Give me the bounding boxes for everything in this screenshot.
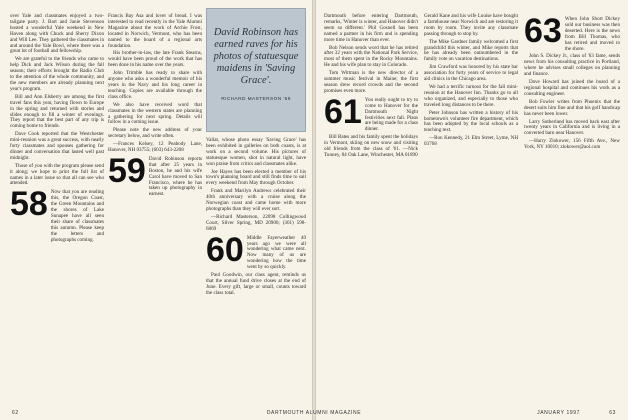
paragraph: Tom Wittman is the new director of a summer music festival in Maine; the first season drew record crowds and the second promises even more.	[324, 70, 418, 94]
class-year-section-59	[108, 151, 202, 198]
class-year-lead: When John Short Dickey sold our business was then deserted. Here is the news from Bill Thomas, who has retired and moved to the shore.	[564, 16, 620, 52]
pull-quote-text: David Robinson has earned raves for his photos of statuesque maidens in 'Saving Grace'.	[213, 27, 299, 86]
class-year-number: 60	[206, 230, 244, 269]
paragraph: John S. Dickey Jr., class of '63 fame, sends news from his consulting practice in Portland, where he advises small colleges on planning and finance.	[524, 53, 620, 78]
class-notes-column-1	[10, 14, 104, 246]
paragraph: We had a terrific turnout for the fall mini-reunion at the Hanover Inn. Thanks go to all who organized, and especially to those who traveled long distances to be there.	[424, 83, 518, 108]
class-year-number: 59	[108, 151, 146, 190]
paragraph: Jim Crawford was honored by his state bar association for forty years of service to legal aid clinics in the Chicago area.	[424, 64, 518, 83]
right-page	[316, 0, 628, 420]
issue-date: JANUARY 1997	[537, 410, 580, 416]
paragraph: Bill and Ann Elsberry are among the first travel fans this year, having flown to Europe in the spring and returned with stories and slides enough to fill a winter of evenings. They report that the best part of any trip is coming home to friends.	[10, 93, 104, 130]
class-notes-column-6	[524, 14, 620, 153]
magazine-name: DARTMOUTH ALUMNI MAGAZINE	[266, 410, 362, 416]
paragraph: Dave Cook reported that the Westchester mini-reunion was a great success, with nearly forty classmates and spouses gathering for dinner and conversation that lasted well past midnight.	[10, 131, 104, 161]
pull-quote-attribution: RICHARD MASTERSON '59	[221, 97, 291, 102]
class-year-section-58	[10, 185, 104, 243]
paragraph: Those of you with the program please send it along; we hope to print the full list of names in a later issue so that all can see who attended.	[10, 162, 104, 187]
class-year-section-60	[206, 230, 306, 271]
secretary-address: —Richard Masterson, 22098 Collingwood Court, Silver Spring, MD 20906; (301) 598-6869	[206, 213, 306, 232]
pull-quote-box	[206, 8, 306, 132]
class-year-lead: Middle Fayerweather 40 years ago we were all wondering what came next. Now many of us are wondering how the time went by so quickly.	[246, 234, 306, 271]
paragraph: Paul Goodwin, our class agent, reminds us that the annual fund drive closes at the end of June. Every gift, large or small, counts toward the class total.	[206, 272, 306, 296]
paragraph: Frank and Marilyn Andrews celebrated their 40th anniversary with a cruise along the Norwegian coast and came home with more photographs than they will ever sort.	[206, 188, 306, 212]
paragraph: Please note the new address of your secretary below, and write often.	[108, 127, 202, 140]
class-year-section-61	[324, 92, 418, 133]
class-year-number: 61	[324, 92, 362, 131]
paragraph: Bob Fowler writes from Phoenix that the desert suits him fine and that his golf handicap has never been lower.	[524, 98, 620, 117]
paragraph: His brother-in-law, the late Frank Stearns, would have been proud of the work that has been done in his name over the years.	[108, 50, 202, 69]
paragraph: Bob Nelson sends word that he has retired after 32 years with the National Park Service, most of them spent in the Rocky Mountains. He and his wife plan to stay in Colorado.	[324, 44, 418, 69]
class-year-number: 58	[10, 185, 48, 224]
class-year-lead: Now that you are reading this, the Oregon Coast, the Green Mountains and the shores of Lake Sunapee have all seen their share of classmates this autumn. Please keep the letters and photographs coming.	[50, 189, 104, 243]
left-page-number: 62	[12, 410, 19, 416]
right-page-number: 63	[609, 410, 616, 416]
secretary-address: —Harry Zlokower, 156 Fifth Ave., New York, NY 10010; zlokower@aol.com	[524, 138, 620, 151]
class-year-number: 63	[524, 12, 562, 50]
class-notes-column-2	[108, 14, 202, 200]
class-year-lead: You really ought to try to come to Hanover for the Dartmouth Night festivities next fall. Plans are being made for a class dinner.	[364, 96, 418, 133]
class-notes-column-3	[206, 138, 306, 299]
paragraph: Francis Bay Asa and lover of bread. I was interested to read recently in the Yale Alumni Magazine about the work of Archie Frost, located in Norwich, Vermont, who has been named to the board of a regional arts foundation.	[108, 13, 202, 49]
secretary-address: —Frances Kelsey, 12 Peabody Lane, Hanover, NH 03755; (603) 643-2208	[108, 141, 202, 154]
class-year-section-63	[524, 12, 620, 52]
paragraph: Peter Johnson has written a history of his hometown's volunteer fire department, which has been adopted by the local schools as a teaching text.	[424, 109, 518, 134]
class-notes-column-5	[424, 14, 518, 150]
class-year-lead: David Robinson reports that after 25 years in Boston, he and his wife Carol have moved to San Francisco, where he has taken up photography in earnest.	[148, 155, 202, 198]
class-notes-column-4	[324, 14, 418, 161]
paragraph: Dave Howard has joined the board of a regional hospital and continues his work as a consulting engineer.	[524, 79, 620, 97]
paragraph: Joe Hayes has been elected a member of his town's planning board and still finds time to sail every weekend from May through October.	[206, 168, 306, 187]
paragraph: John Trimble has ready to share with anyone who asks a wonderful memoir of his years in the Navy and his long career in teaching. Copies are available through the class office.	[108, 70, 202, 100]
paragraph: Vallat, whose photo essay 'Saving Grace' has been exhibited in galleries on both coasts, is at work on a second volume. His pictures of statuesque women, shot in natural light, have won praise from critics and classmates alike.	[206, 137, 306, 167]
paragraph: Gerald Kane and his wife Louise have bought a farmhouse near Norwich and are restoring it room by room. They invite any classmate passing through to stop by.	[424, 13, 518, 37]
secretary-address: —Ron Kennedy, 21 Elm Street, Lyme, NH 03768	[424, 135, 518, 148]
paragraph: The Mike Gardner family welcomed a first grandchild this winter, and Mike reports that he has already been outnumbered in the family vote on vacation destinations.	[424, 38, 518, 63]
paragraph: Larry Sutherland has moved back east after twenty years in California and is living in a converted barn near Hanover.	[524, 118, 620, 137]
paragraph: over Yale and classmates enjoyed a two-tailgate party. J. Bart and Janie Stevenson hosted a wonderful Yale weekend in New Haven along with Chuck and Sherry Dixon and Will Lee. They gathered the classmates in and around the Yale Bowl, where there was a great lot of football and fellowship.	[10, 13, 104, 55]
paragraph: Bill Bates and his family spent the holidays in Vermont, skiing on new snow and visiting old friends from the class of '61. —Nick Tunney, 84 Oak Lane, Winchester, MA 01890	[324, 134, 418, 158]
paragraph: We are grateful to the friends who came to help Dick and Jack Wilson during the fall season; their efforts brought the Radio Club to the attention of the whole community, and the new members are already planning next year's program.	[10, 56, 104, 92]
paragraph: We also have received word that classmates in the western states are planning a gathering for next spring. Details will follow in a coming issue.	[108, 101, 202, 126]
paragraph: Dartmouth before entering Dartmouth, remarks, 'Winter is winter, and Hanover didn't seem so different.' Phil Gosnell has been named a partner in his firm and is spending more time in Hanover than ever.	[324, 13, 418, 43]
left-page	[0, 0, 312, 420]
